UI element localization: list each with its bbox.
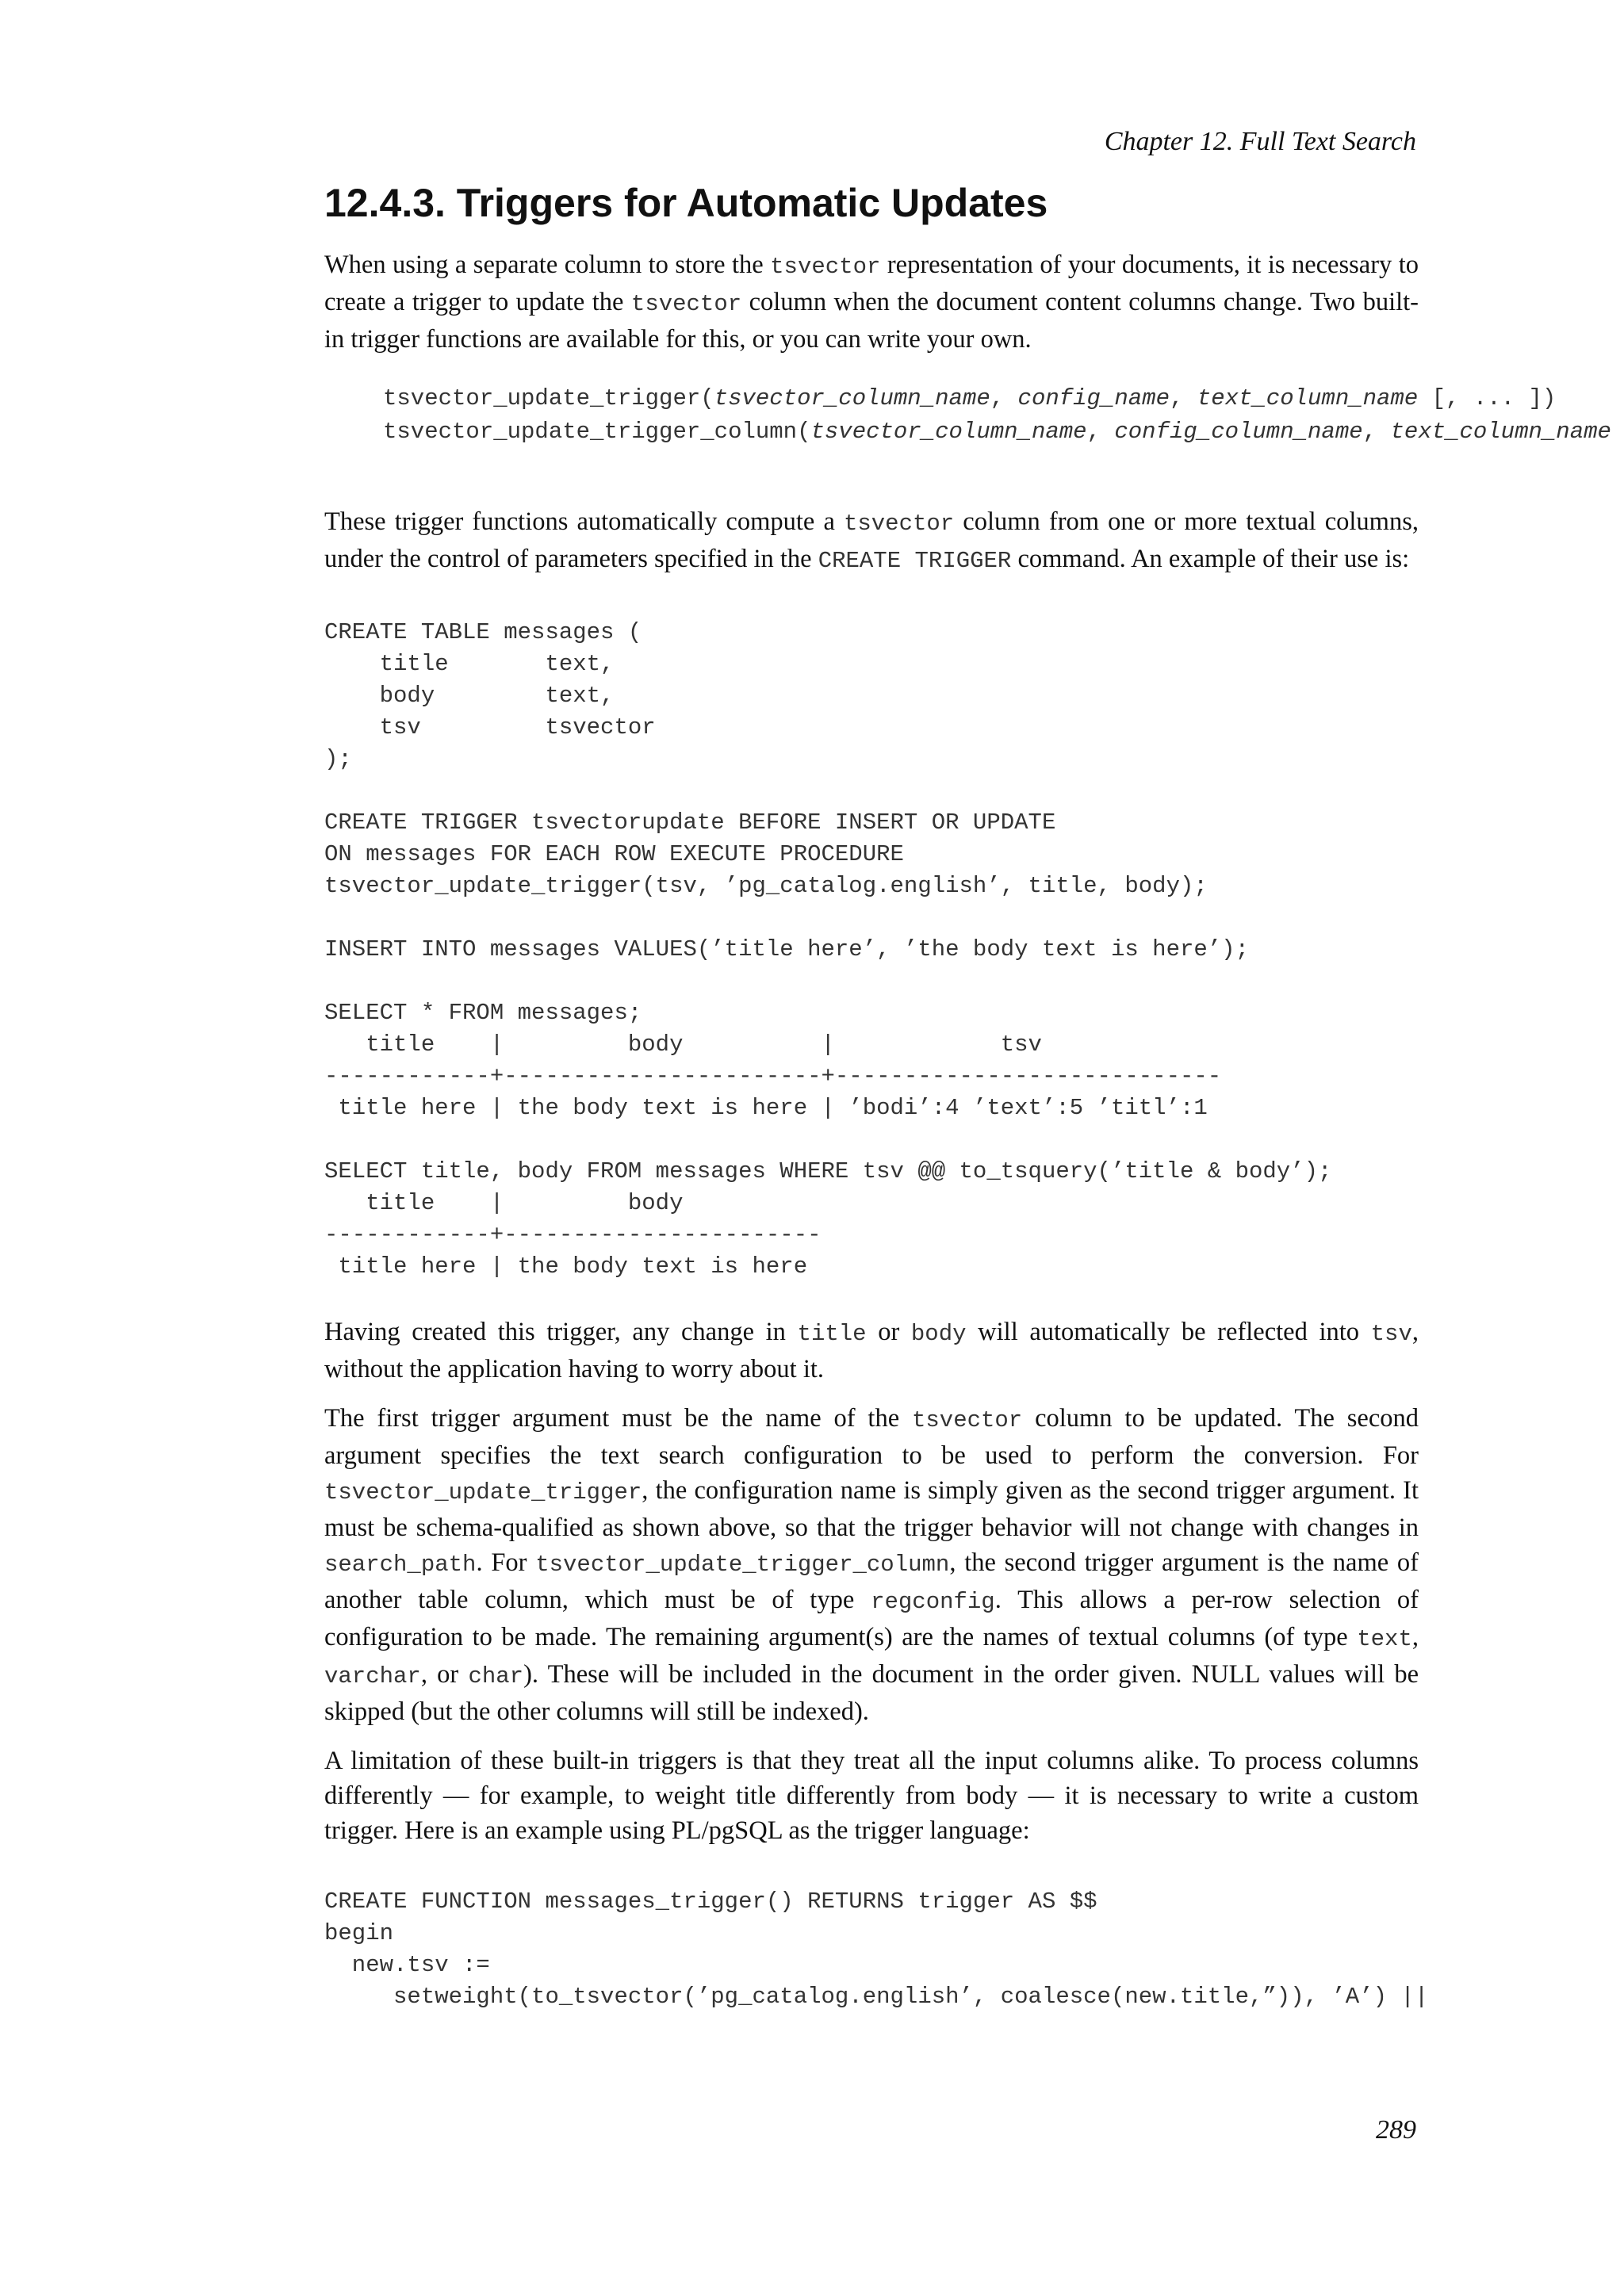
code-line: INSERT INTO messages VALUES(’title here’, ’the body text is here’); [324,936,1249,962]
page-content [324,179,1611,2013]
function-synopsis [383,382,1611,449]
code-line: SELECT * FROM messages; [324,1000,642,1026]
code-line [324,966,1419,997]
inline-code: title [797,1321,867,1347]
section-title: 12.4.3. Triggers for Automatic Updates [324,181,1048,225]
code-line: setweight(to_tsvector(’pg_catalog.english’, coalesce(new.title,”)), ’A’) || [324,1984,1429,2010]
inline-code: varchar [324,1663,421,1689]
code-line [324,902,1419,934]
inline-code: tsv [1370,1321,1412,1347]
code-line: begin [324,1920,394,1946]
code-line: title here | the body text is here [324,1253,808,1280]
code-line: ); [324,746,352,772]
code-line: body text, [324,683,615,709]
code-line: CREATE TABLE messages ( [324,619,642,645]
code-line: new.tsv := [324,1952,490,1978]
code-example-1 [324,617,1419,1283]
synopsis-line: tsvector_update_trigger_column(tsvector_column_name, config_column_name, text_column_name [383,419,1611,445]
code-line: title | body [324,1190,684,1216]
inline-code: CREATE TRIGGER [818,548,1012,574]
paragraph-trigger-effect: Having created this trigger, any change in title or body will automatically be reflected into tsv, without the application having to worry about it. [324,1318,1419,1383]
code-line [324,775,1419,807]
inline-code: tsvector [770,254,881,280]
code-line: title here | the body text is here | ’bodi’:4 ’text’:5 ’titl’:1 [324,1095,1208,1121]
code-line: ON messages FOR EACH ROW EXECUTE PROCEDURE [324,841,904,867]
paragraph-trigger-arguments: The first trigger argument must be the name of the tsvector column to be updated. The second argument specifies the text search configuration to be used to perform the conversion. For tsvector_update_trigger, the configuration name is simply given as the second trigger argument. It must be schema-qualified as shown above, so that the trigger behavior will not change with changes in search_path. For tsvector_update_trigger_column, the second trigger argument is the name of another table column, which must be of type regconfig. This allows a per-row selection of configuration to be made. The remaining argument(s) are the names of textual columns (of type text, varchar, or char). These will be included in the document in the order given. NULL values will be skipped (but the other columns will still be indexed). [324,1404,1419,1726]
code-line: CREATE TRIGGER tsvectorupdate BEFORE INSERT OR UPDATE [324,809,1056,836]
code-line: CREATE FUNCTION messages_trigger() RETURNS trigger AS $$ [324,1888,1097,1915]
inline-code: tsvector_update_trigger [324,1479,642,1506]
inline-code: text [1357,1626,1412,1652]
inline-code: regconfig [871,1589,995,1615]
inline-code: char [468,1663,524,1689]
inline-code: tsvector [630,291,742,317]
running-header: Chapter 12. Full Text Search [1104,127,1416,156]
synopsis-line: tsvector_update_trigger(tsvector_column_name, config_name, text_column_name [, ... ]) [383,385,1557,411]
code-example-2 [324,1886,1429,2013]
page-number: 289 [1376,2115,1416,2145]
inline-code: tsvector_update_trigger_column [535,1552,950,1578]
code-line: ------------+----------------------- [324,1222,822,1248]
paragraph-limitation: A limitation of these built-in triggers is that they treat all the input columns alike. To process columns differently — for example, to weight title differently from body — it is necessary to write a custom trigger. Here is an example using PL/pgSQL as the trigger language: [324,1747,1419,1845]
inline-code: tsvector [911,1407,1023,1433]
inline-code: tsvector [843,511,955,537]
inline-code: body [910,1321,967,1347]
code-line [324,1124,1419,1156]
inline-code: search_path [324,1552,477,1578]
paragraph-trigger-functions: These trigger functions automatically compute a tsvector column from one or more textual columns, under the control of parameters specified in the CREATE TRIGGER command. An example of their use is: [324,507,1419,574]
code-line: SELECT title, body FROM messages WHERE tsv @@ to_tsquery(’title & body’); [324,1158,1332,1184]
code-line: title text, [324,651,615,677]
intro-paragraph: When using a separate column to store the tsvector representation of your documents, it is necessary to create a trigger to update the tsvector column when the document content columns change. Two built-in trigger functions are available for this, or you can write your own. [324,251,1419,354]
code-line: tsvector_update_trigger(tsv, ’pg_catalog.english’, title, body); [324,873,1208,899]
code-line: tsv tsvector [324,714,656,740]
code-line: ------------+-----------------------+---------------------------- [324,1063,1222,1089]
code-line: title | body | tsv [324,1031,1042,1058]
